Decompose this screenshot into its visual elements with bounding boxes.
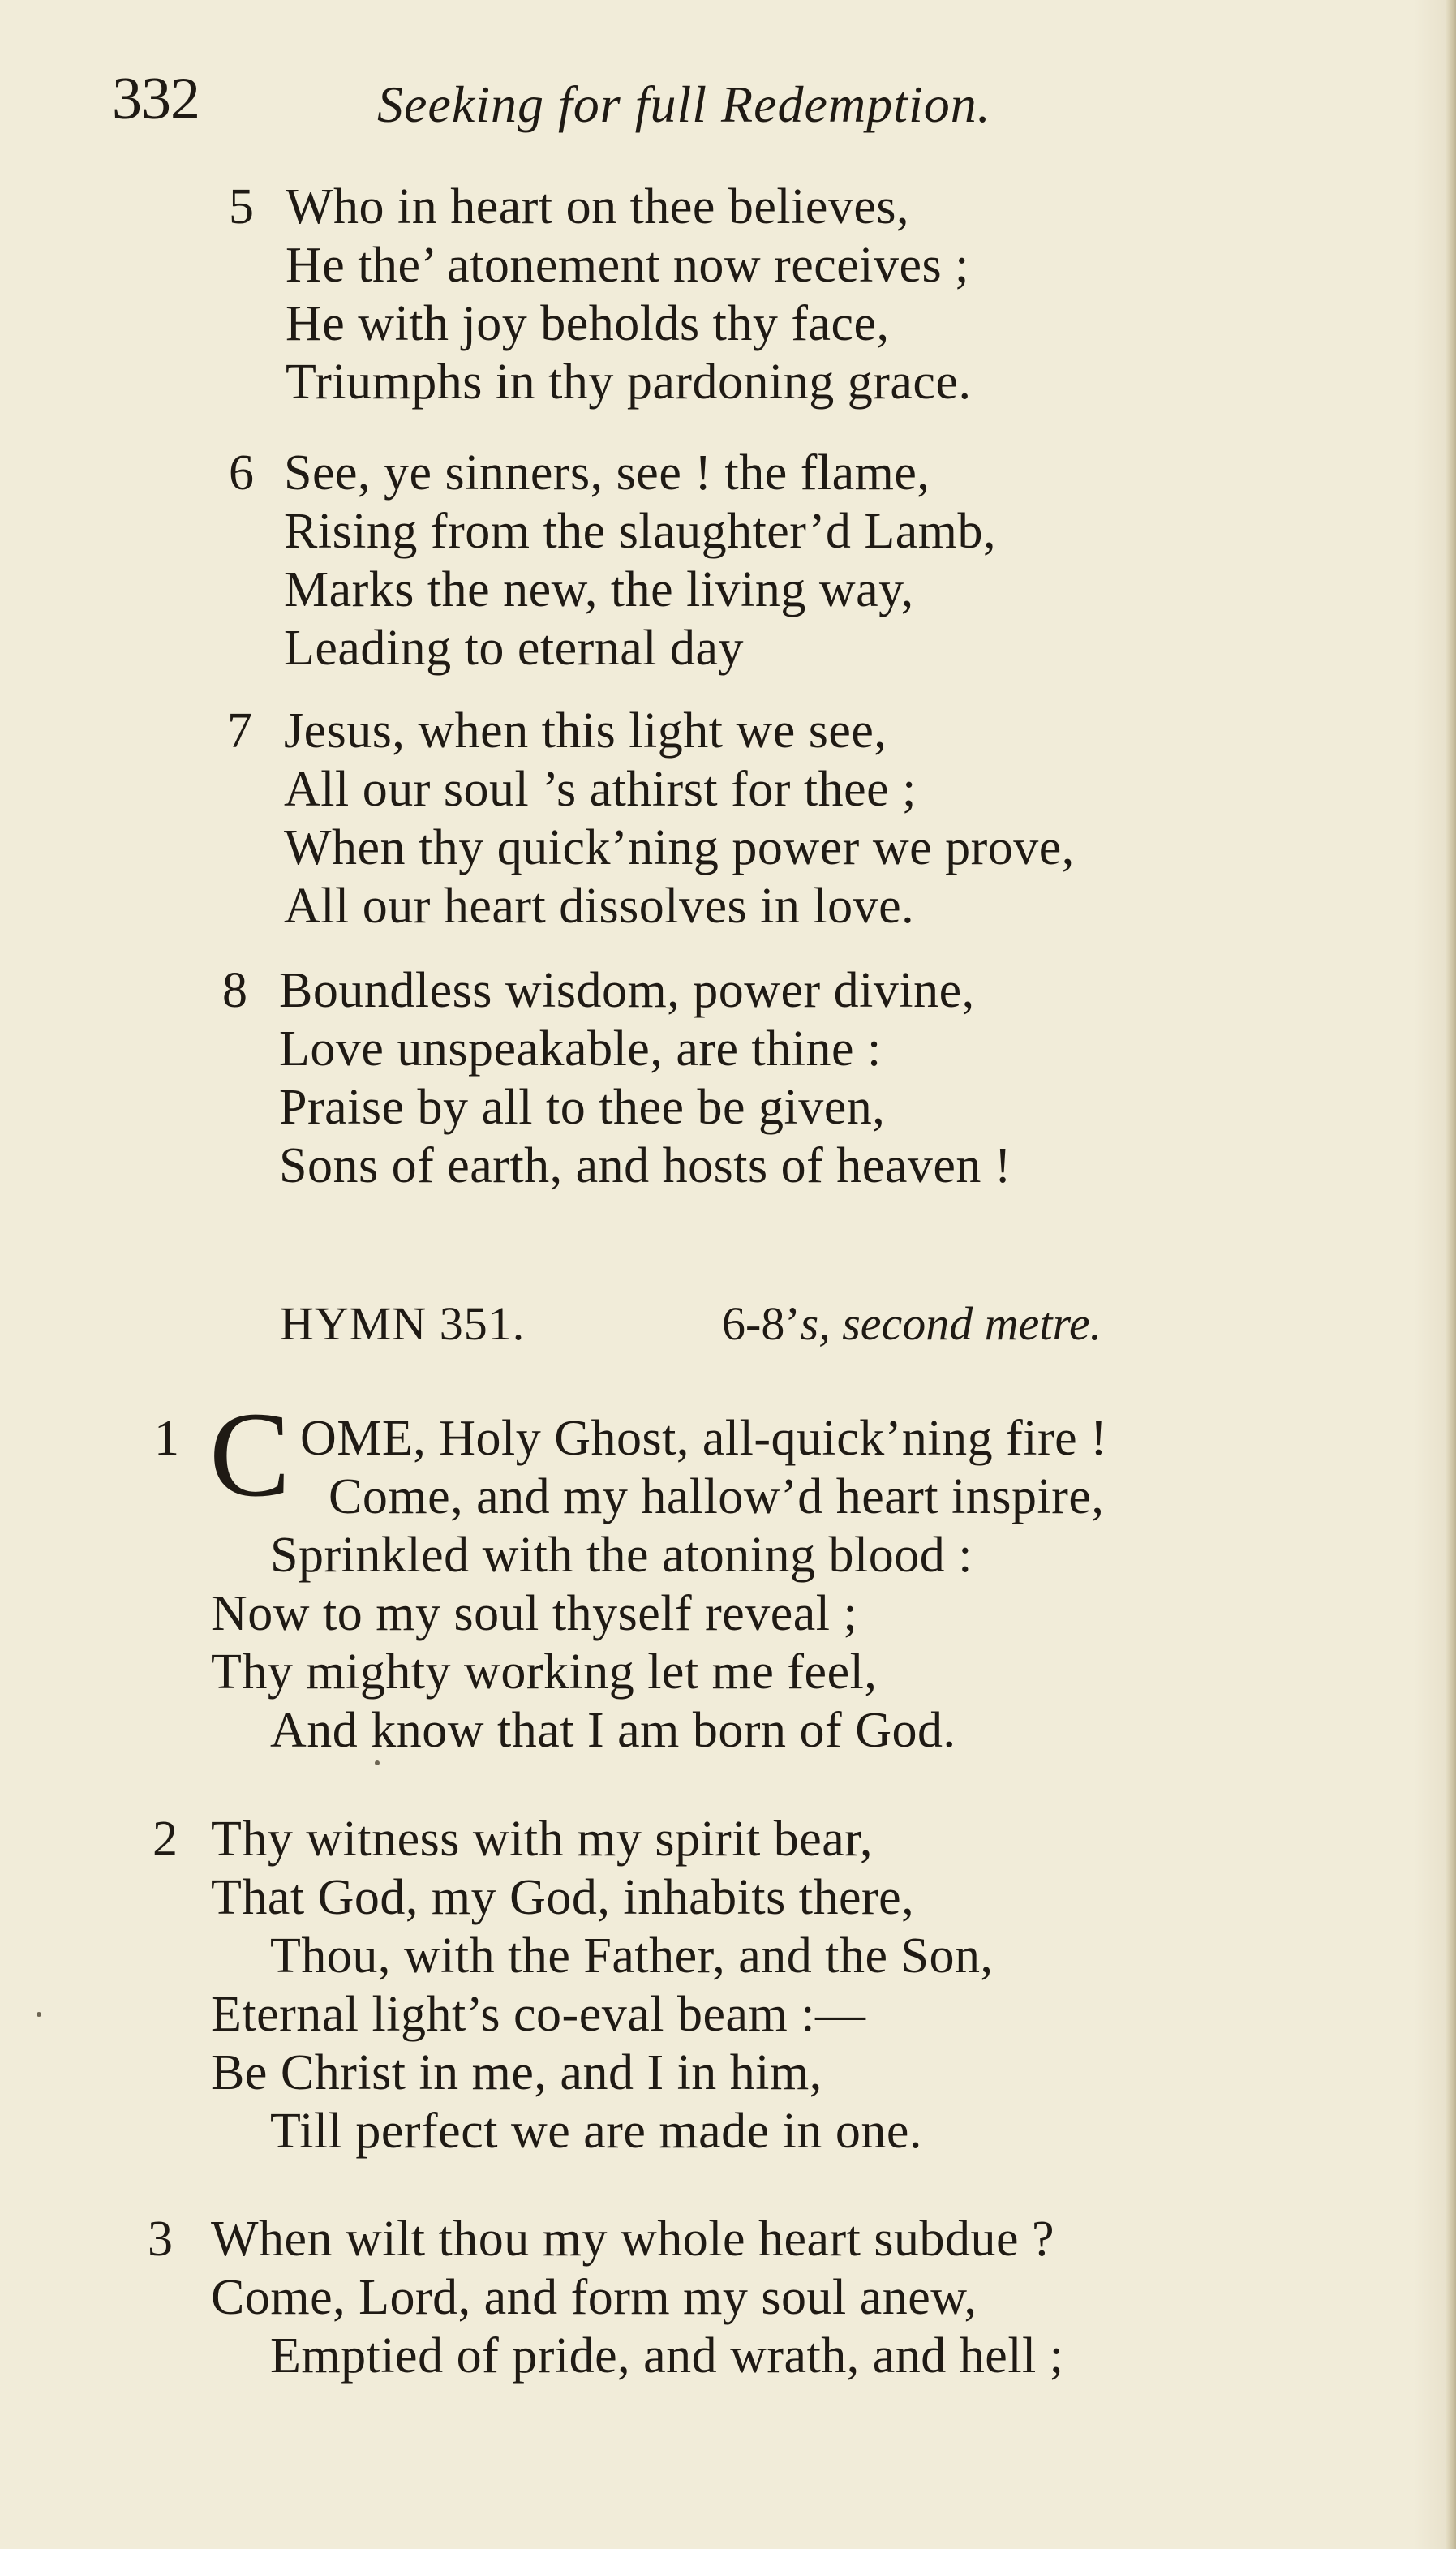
verse-number: 6 — [229, 445, 254, 501]
verse-line: Thy mighty working let me feel, — [211, 1644, 878, 1700]
running-head: Seeking for full Redemption. — [377, 75, 991, 133]
verse-line: When thy quick’ning power we prove, — [284, 820, 1075, 875]
drop-cap: C — [209, 1387, 291, 1522]
verse-number: 7 — [227, 703, 252, 759]
verse-number: 5 — [229, 179, 254, 234]
hymn-title: HYMN 351. — [280, 1297, 526, 1350]
verse-line: Marks the new, the living way, — [284, 562, 914, 617]
verse-line: See, ye sinners, see ! the flame, — [284, 445, 930, 501]
verse-line: Praise by all to thee be given, — [279, 1080, 886, 1135]
verse-line: Love unspeakable, are thine : — [279, 1021, 882, 1077]
verse-line: Rising from the slaughter’d Lamb, — [284, 504, 997, 559]
verse-number: 8 — [222, 963, 247, 1018]
verse-number: 2 — [152, 1812, 178, 1867]
verse-line: Be Christ in me, and I in him, — [211, 2045, 822, 2100]
metre-plural: s, — [800, 1297, 831, 1350]
verse-line: All our soul ’s athirst for thee ; — [284, 762, 917, 817]
verse-line: Emptied of pride, and wrath, and hell ; — [270, 2328, 1064, 2384]
verse-number: 3 — [148, 2212, 173, 2267]
verse-line: Sprinkled with the atoning blood : — [270, 1528, 973, 1583]
verse-line: Thou, with the Father, and the Son, — [270, 1928, 994, 1984]
verse-line: OME, Holy Ghost, all-quick’ning fire ! — [300, 1411, 1108, 1466]
verse-line: Till perfect we are made in one. — [270, 2104, 922, 2159]
hymn-metre — [722, 1296, 1102, 1351]
verse-line: And know that I am born of God. — [270, 1703, 956, 1758]
metre-name: second metre. — [830, 1297, 1102, 1350]
page-shadow — [1414, 0, 1446, 2549]
page-edge — [1446, 0, 1456, 2549]
verse-line: Now to my soul thyself reveal ; — [211, 1586, 858, 1641]
verse-line: Thy witness with my spirit bear, — [211, 1812, 873, 1867]
verse-line: Jesus, when this light we see, — [284, 703, 887, 759]
verse-line: Triumphs in thy pardoning grace. — [286, 355, 972, 410]
verse-line: Come, Lord, and form my soul anew, — [211, 2270, 977, 2325]
ink-speck — [375, 1760, 380, 1765]
verse-line: All our heart dissolves in love. — [284, 879, 915, 934]
verse-line: Eternal light’s co-eval beam :— — [211, 1987, 866, 2042]
verse-line: Boundless wisdom, power divine, — [279, 963, 975, 1018]
verse-line: That God, my God, inhabits there, — [211, 1870, 915, 1925]
metre-count: 6-8’ — [722, 1297, 801, 1350]
verse-line: He with joy beholds thy face, — [286, 296, 890, 351]
ink-speck — [37, 2012, 41, 2017]
verse-line: Leading to eternal day — [284, 621, 745, 676]
verse-line: When wilt thou my whole heart subdue ? — [211, 2212, 1055, 2267]
verse-line: Who in heart on thee believes, — [286, 179, 910, 234]
verse-line: Sons of earth, and hosts of heaven ! — [279, 1138, 1012, 1193]
page-number: 332 — [112, 66, 200, 132]
verse-line: He the’ atonement now receives ; — [286, 238, 969, 293]
verse-number: 1 — [154, 1411, 179, 1466]
verse-line: Come, and my hallow’d heart inspire, — [329, 1469, 1105, 1524]
